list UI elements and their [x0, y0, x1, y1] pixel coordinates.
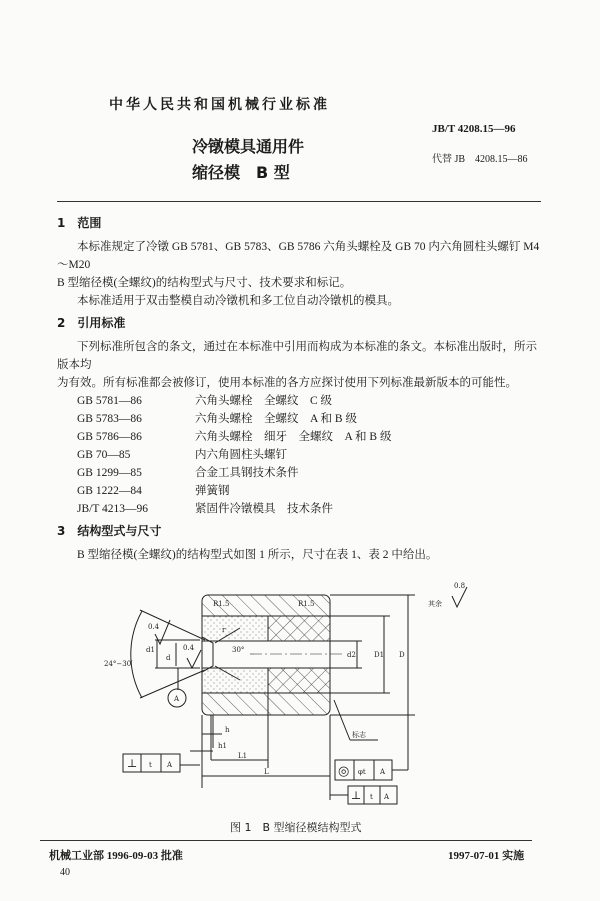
s2-text: 为有效。所有标准都会被修订，使用本标准的各方应探讨使用下列标准最新版本的可能性。	[57, 377, 517, 389]
title-line-1: 冷镦模具通用件	[192, 137, 305, 156]
label-d2: d2	[347, 651, 356, 659]
ref-item: GB 5781—86 六角头螺栓 全螺纹 C 级	[77, 395, 333, 407]
label-roughness-2: 0.4	[183, 644, 195, 652]
document-body	[57, 214, 543, 564]
label-h: h	[225, 726, 230, 734]
ref-item: GB 1299—85 合金工具钢技术条件	[77, 467, 299, 479]
effective-date: 1997-07-01 实施	[448, 850, 525, 862]
label-D1: D1	[374, 651, 385, 659]
label-angle: 30°	[232, 646, 245, 654]
footer	[0, 841, 600, 901]
tol-value: φt	[358, 768, 366, 776]
reference-list	[77, 392, 543, 518]
ref-item: GB 1222—84 弹簧钢	[77, 485, 230, 497]
ref-item: GB 70—85 内六角圆柱头螺钉	[77, 449, 287, 461]
s1-text: 本标准规定了冷镦 GB 5781、GB 5783、GB 5786 六角头螺栓及 GB 70 内六角圆柱头螺钉 M4～M20	[57, 241, 540, 271]
coaxiality-icon: ◎	[338, 764, 350, 779]
replaces-note: 代替 JB 4208.15—86	[432, 154, 528, 165]
datum-label: A	[174, 695, 180, 703]
section-3-heading: 3 结构型式与尺寸	[57, 524, 162, 538]
page-number: 40	[60, 867, 70, 878]
bore	[202, 641, 330, 668]
ref-item: GB 5783—86 六角头螺栓 全螺纹 A 和 B 级	[77, 413, 357, 425]
s2-text: 下列标准所包含的条文，通过在本标准中引用而构成为本标准的条文。本标准出版时，所示版本均	[57, 341, 537, 371]
section-1-heading: 1 范围	[57, 216, 102, 230]
s1-text: 本标准适用于双击整模自动冷镦机和多工位自动冷镦机的模具。	[77, 295, 399, 307]
s1-text: B 型缩径模(全螺纹)的结构型式与尺寸、技术要求和标记。	[57, 277, 352, 289]
label-r: r	[222, 626, 226, 634]
label-L1: L1	[238, 752, 248, 760]
perpendicular-icon: ⊥	[351, 789, 362, 802]
title-line-2: 缩径模 B 型	[192, 163, 290, 182]
ref-item: GB 5786—86 六角头螺栓 细牙 全螺纹 A 和 B 级	[77, 431, 392, 443]
label-r1: R1.5	[213, 600, 230, 608]
die-drawing	[0, 570, 600, 820]
approval-note: 机械工业部 1996-09-03 批准	[49, 850, 183, 862]
figure-1	[0, 570, 600, 820]
tol-datum: A	[384, 793, 390, 801]
standard-number: JB/T 4208.15—96	[432, 123, 516, 135]
rest-roughness-value: 0.8	[454, 582, 466, 590]
label-d: d	[166, 654, 171, 662]
perpendicular-icon: ⊥	[127, 757, 138, 770]
header-rule	[57, 201, 541, 202]
label-roughness: 0.4	[148, 623, 160, 631]
tol-value: t	[149, 761, 152, 769]
tol-datum: A	[380, 768, 386, 776]
label-D: D	[399, 651, 405, 659]
label-mark: 标志	[352, 731, 366, 739]
label-h1: h1	[218, 742, 227, 750]
section-2-heading: 2 引用标准	[57, 316, 126, 330]
label-r2: R1.5	[298, 600, 315, 608]
ref-item: JB/T 4213—96 紧固件冷镦模具 技术条件	[77, 503, 333, 515]
issuing-org: 中华人民共和国机械行业标准	[109, 97, 330, 113]
label-d1: d1	[146, 646, 155, 654]
tol-value: t	[370, 793, 373, 801]
s3-text: B 型缩径模(全螺纹)的结构型式如图 1 所示，尺寸在表 1、表 2 中给出。	[77, 549, 438, 561]
header	[0, 0, 600, 210]
label-cone-angle: 24°−30′	[104, 660, 133, 668]
rest-roughness-label: 其余	[428, 600, 442, 608]
tol-datum: A	[167, 761, 173, 769]
label-L: L	[264, 768, 269, 776]
figure-caption: 图 1 B 型缩径模结构型式	[230, 821, 362, 834]
